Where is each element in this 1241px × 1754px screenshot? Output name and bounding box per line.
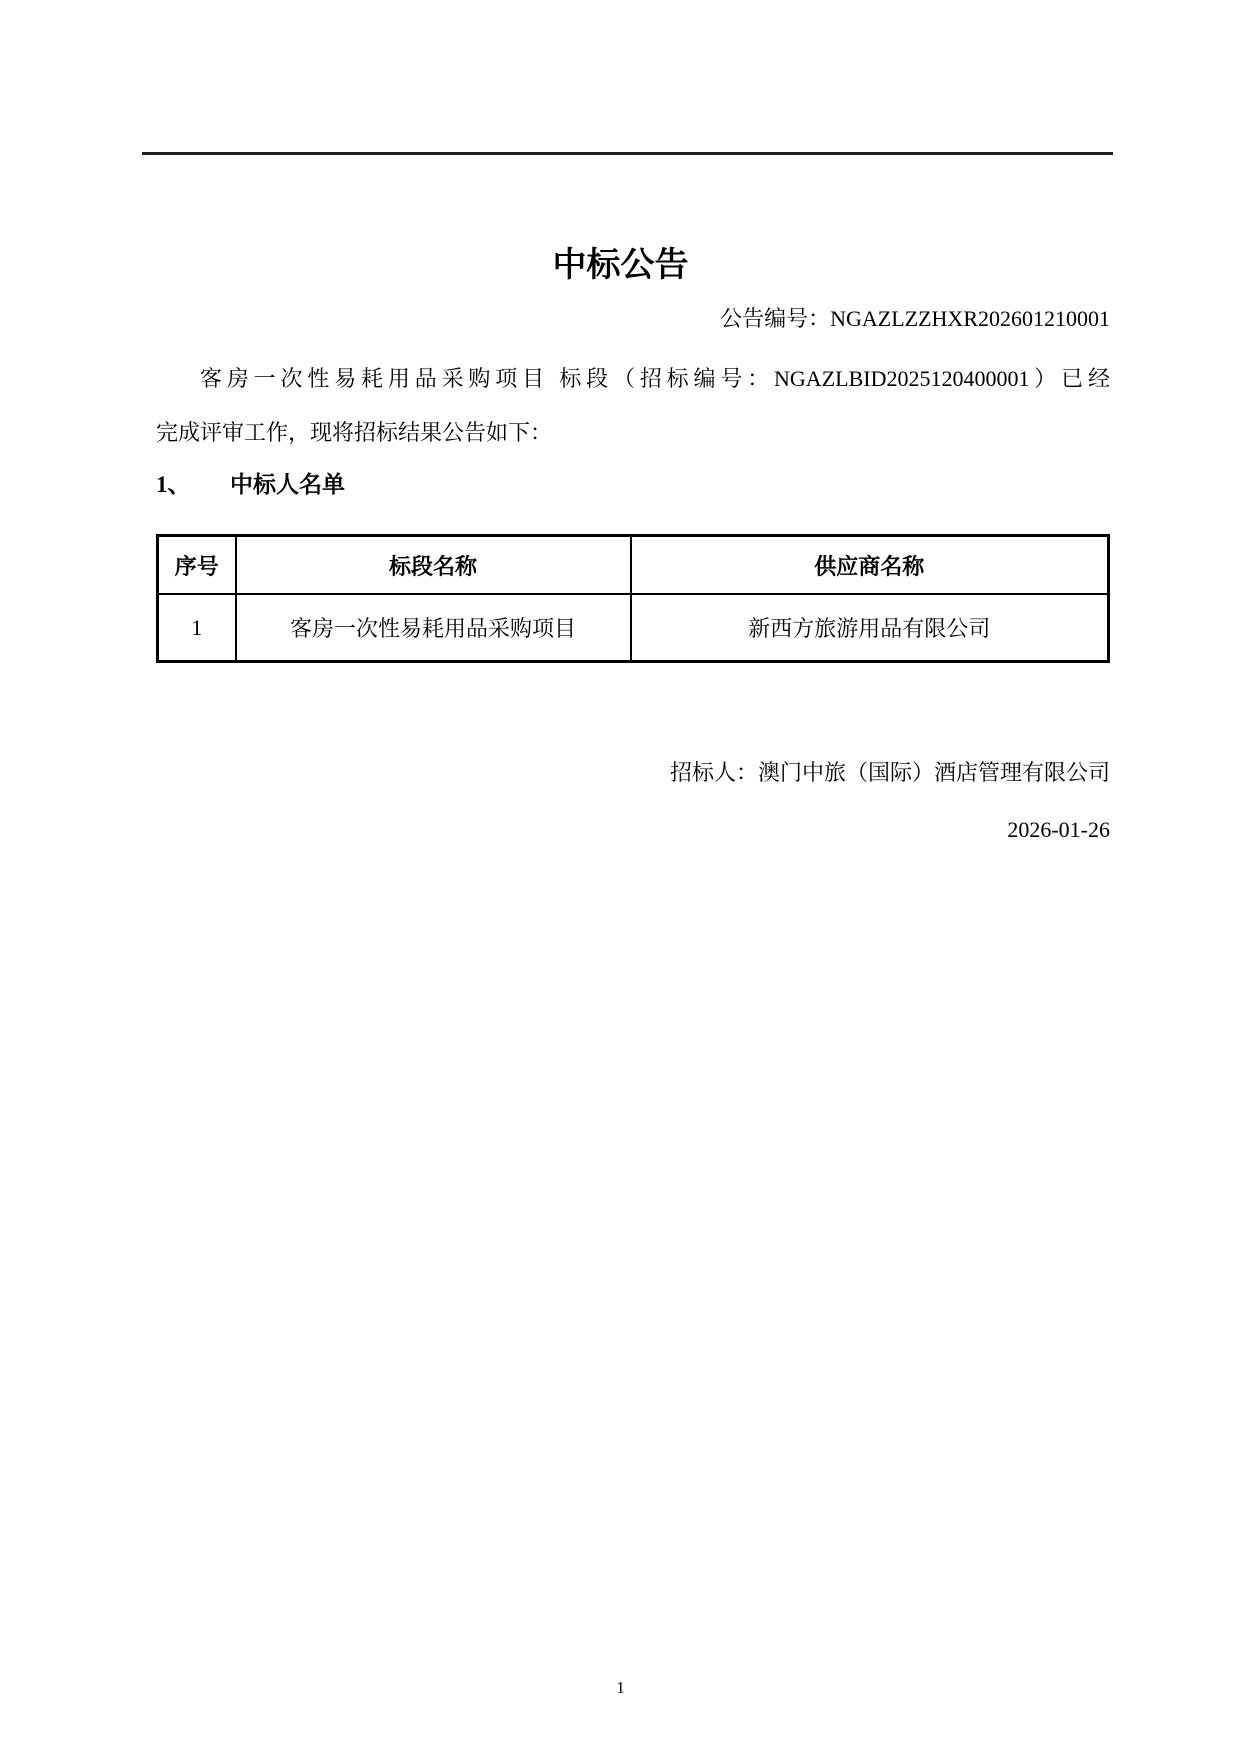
section-title: 中标人名单	[230, 472, 345, 497]
section-number: 1、	[156, 472, 191, 497]
section-heading	[156, 468, 345, 502]
announcement-date: 2026-01-26	[1007, 817, 1110, 842]
column-header-supplier-name: 供应商名称	[631, 536, 1109, 595]
intro-line-2: 完成评审工作，现将招标结果公告如下：	[156, 420, 553, 445]
column-header-section-name: 标段名称	[236, 536, 631, 595]
intro-line-1: 客房一次性易耗用品采购项目 标段（招标编号：NGAZLBID2025120400001）已经	[200, 366, 1110, 391]
tenderer-line: 招标人：澳门中旅（国际）酒店管理有限公司	[669, 760, 1110, 785]
winner-table-header-row	[158, 536, 1109, 595]
cell-section-name: 客房一次性易耗用品采购项目	[236, 594, 631, 662]
winner-table	[156, 534, 1110, 663]
table-row	[158, 594, 1109, 662]
header-rule	[142, 152, 1113, 155]
page-title: 中标公告	[552, 247, 689, 284]
intro-paragraph	[156, 352, 1110, 460]
announcement-number-line: 公告编号：NGAZLZZHXR202601210001	[720, 306, 1110, 331]
cell-supplier-name: 新西方旅游用品有限公司	[631, 594, 1109, 662]
page-number: 1	[616, 1678, 625, 1697]
column-header-seq: 序号	[158, 536, 236, 595]
cell-seq: 1	[158, 594, 236, 662]
